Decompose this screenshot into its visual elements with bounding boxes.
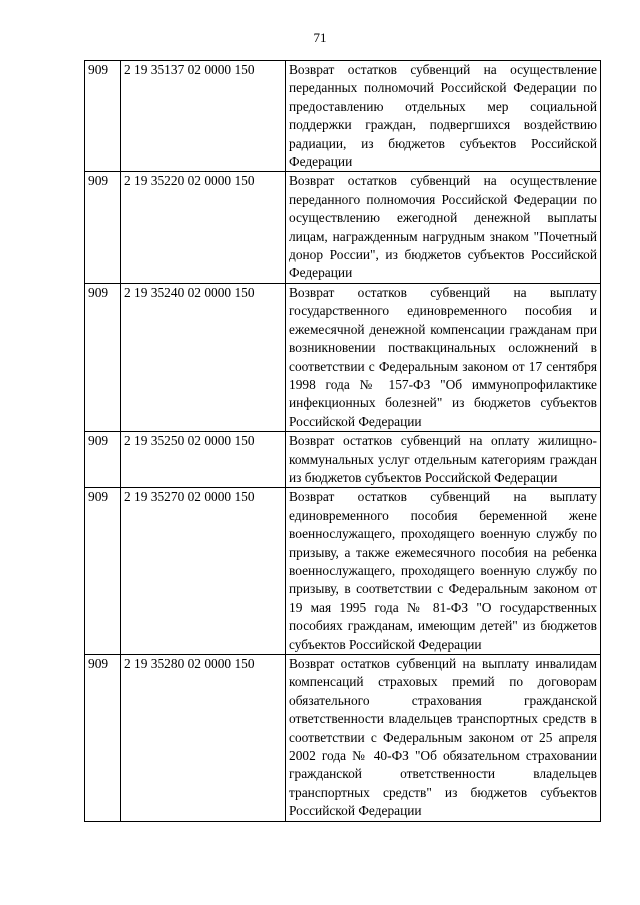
kbk-code-cell: 2 19 35240 02 0000 150 xyxy=(121,283,286,431)
kbk-code-cell: 2 19 35250 02 0000 150 xyxy=(121,432,286,488)
description-cell: Возврат остатков субвенций на выплату единовременного пособия беременной жене военнослужащего, проходящего военную службу по призыву, а также ежемесячного пособия на ребенка военнослужащего, проходящего военную службу по призыву, в соответствии с Федеральным законом от 19 мая 1995 года № 81-ФЗ "О государственных пособиях гражданам, имеющим детей" из бюджетов субъектов Российской Федерации xyxy=(286,488,601,655)
description-cell: Возврат остатков субвенций на оплату жилищно-коммунальных услуг отдельным категориям граждан из бюджетов субъектов Российской Федерации xyxy=(286,432,601,488)
kbk-code-cell: 2 19 35220 02 0000 150 xyxy=(121,172,286,283)
table-row xyxy=(85,283,601,431)
table-row xyxy=(85,488,601,655)
admin-code-cell: 909 xyxy=(85,283,121,431)
admin-code-cell: 909 xyxy=(85,655,121,822)
budget-codes-table xyxy=(84,60,601,822)
admin-code-cell: 909 xyxy=(85,172,121,283)
description-cell: Возврат остатков субвенций на осуществление переданных полномочий Российской Федерации по предоставлению отдельных мер социальной поддержки граждан, подвергшихся воздействию радиации, из бюджетов субъектов Российской Федерации xyxy=(286,61,601,172)
kbk-code-cell: 2 19 35270 02 0000 150 xyxy=(121,488,286,655)
kbk-code-cell: 2 19 35280 02 0000 150 xyxy=(121,655,286,822)
table-row xyxy=(85,432,601,488)
admin-code-cell: 909 xyxy=(85,432,121,488)
page-number: 71 xyxy=(313,30,327,45)
table-row xyxy=(85,61,601,172)
admin-code-cell: 909 xyxy=(85,488,121,655)
description-cell: Возврат остатков субвенций на выплату инвалидам компенсаций страховых премий по договорам обязательного страхования гражданской ответственности владельцев транспортных средств в соответствии с Федеральным законом от 25 апреля 2002 года № 40-ФЗ "Об обязательном страховании гражданской ответственности владельцев транспортных средств" из бюджетов субъектов Российской Федерации xyxy=(286,655,601,822)
description-cell: Возврат остатков субвенций на выплату государственного единовременного пособия и ежемесячной денежной компенсации гражданам при возникновении поствакцинальных осложнений в соответствии с Федеральным законом от 17 сентября 1998 года № 157-ФЗ "Об иммунопрофилактике инфекционных болезней" из бюджетов субъектов Российской Федерации xyxy=(286,283,601,431)
kbk-code-cell: 2 19 35137 02 0000 150 xyxy=(121,61,286,172)
table-row xyxy=(85,172,601,283)
description-cell: Возврат остатков субвенций на осуществление переданного полномочия Российской Федерации по осуществлению ежегодной денежной выплаты лицам, награжденным нагрудным знаком "Почетный донор России", из бюджетов субъектов Российской Федерации xyxy=(286,172,601,283)
table-row xyxy=(85,655,601,822)
admin-code-cell: 909 xyxy=(85,61,121,172)
